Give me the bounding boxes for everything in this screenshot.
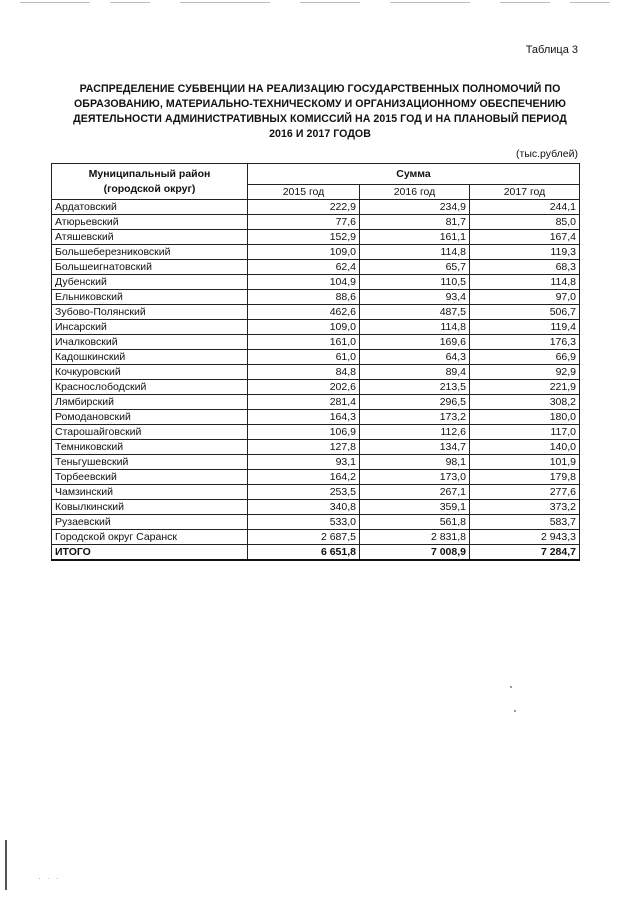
value-2015: 202,6 bbox=[248, 380, 360, 395]
value-2017: 92,9 bbox=[470, 365, 580, 380]
district-name: Темниковский bbox=[52, 440, 248, 455]
value-2017: 180,0 bbox=[470, 410, 580, 425]
value-2017: 85,0 bbox=[470, 215, 580, 230]
value-2016: 114,8 bbox=[360, 245, 470, 260]
value-2017: 176,3 bbox=[470, 335, 580, 350]
table-row bbox=[52, 275, 580, 290]
table-row bbox=[52, 455, 580, 470]
value-2016: 161,1 bbox=[360, 230, 470, 245]
district-name: Лямбирский bbox=[52, 395, 248, 410]
table-row bbox=[52, 335, 580, 350]
table-number-label: Таблица 3 bbox=[525, 44, 578, 56]
district-name: Атюрьевский bbox=[52, 215, 248, 230]
district-name: Ковылкинский bbox=[52, 500, 248, 515]
table-row bbox=[52, 425, 580, 440]
table-row bbox=[52, 290, 580, 305]
table-row bbox=[52, 350, 580, 365]
district-name: Теньгушевский bbox=[52, 455, 248, 470]
value-2015: 62,4 bbox=[248, 260, 360, 275]
column-header-2016: 2016 год bbox=[360, 185, 470, 200]
district-name: Кадошкинский bbox=[52, 350, 248, 365]
total-2015: 6 651,8 bbox=[248, 545, 360, 561]
value-2016: 134,7 bbox=[360, 440, 470, 455]
table-row bbox=[52, 440, 580, 455]
title-line-4: 2016 И 2017 ГОДОВ bbox=[269, 128, 371, 140]
table-row bbox=[52, 320, 580, 335]
district-name: Атяшевский bbox=[52, 230, 248, 245]
table-row bbox=[52, 500, 580, 515]
value-2017: 506,7 bbox=[470, 305, 580, 320]
value-2017: 2 943,3 bbox=[470, 530, 580, 545]
district-name: Ардатовский bbox=[52, 200, 248, 215]
value-2017: 119,3 bbox=[470, 245, 580, 260]
value-2015: 161,0 bbox=[248, 335, 360, 350]
value-2017: 179,8 bbox=[470, 470, 580, 485]
value-2016: 64,3 bbox=[360, 350, 470, 365]
value-2016: 89,4 bbox=[360, 365, 470, 380]
column-header-2017: 2017 год bbox=[470, 185, 580, 200]
scan-speck bbox=[514, 710, 516, 712]
value-2017: 373,2 bbox=[470, 500, 580, 515]
table-row bbox=[52, 380, 580, 395]
table-row bbox=[52, 515, 580, 530]
value-2015: 84,8 bbox=[248, 365, 360, 380]
scan-speck bbox=[510, 686, 512, 688]
value-2017: 308,2 bbox=[470, 395, 580, 410]
district-name: Дубенский bbox=[52, 275, 248, 290]
column-header-district-line1: Муниципальный район bbox=[88, 167, 211, 180]
value-2015: 77,6 bbox=[248, 215, 360, 230]
district-name: Старошайговский bbox=[52, 425, 248, 440]
value-2015: 93,1 bbox=[248, 455, 360, 470]
district-name: Кочкуровский bbox=[52, 365, 248, 380]
document-title bbox=[52, 82, 588, 142]
district-name: Чамзинский bbox=[52, 485, 248, 500]
value-2017: 583,7 bbox=[470, 515, 580, 530]
value-2016: 169,6 bbox=[360, 335, 470, 350]
subvention-table bbox=[51, 163, 580, 561]
value-2017: 114,8 bbox=[470, 275, 580, 290]
value-2016: 81,7 bbox=[360, 215, 470, 230]
title-line-1: РАСПРЕДЕЛЕНИЕ СУБВЕНЦИИ НА РЕАЛИЗАЦИЮ ГОСУДАРСТВЕННЫХ ПОЛНОМОЧИЙ ПО bbox=[79, 83, 561, 95]
value-2016: 487,5 bbox=[360, 305, 470, 320]
value-2017: 101,9 bbox=[470, 455, 580, 470]
value-2016: 296,5 bbox=[360, 395, 470, 410]
value-2017: 68,3 bbox=[470, 260, 580, 275]
value-2015: 222,9 bbox=[248, 200, 360, 215]
district-name: Зубово-Полянский bbox=[52, 305, 248, 320]
table-row bbox=[52, 245, 580, 260]
scan-margin-mark bbox=[5, 840, 7, 890]
total-row bbox=[52, 545, 580, 561]
district-name: Ичалковский bbox=[52, 335, 248, 350]
value-2016: 98,1 bbox=[360, 455, 470, 470]
value-2015: 164,3 bbox=[248, 410, 360, 425]
unit-note: (тыс.рублей) bbox=[516, 148, 578, 160]
value-2017: 244,1 bbox=[470, 200, 580, 215]
value-2017: 117,0 bbox=[470, 425, 580, 440]
value-2017: 97,0 bbox=[470, 290, 580, 305]
value-2016: 112,6 bbox=[360, 425, 470, 440]
table-row bbox=[52, 485, 580, 500]
value-2016: 2 831,8 bbox=[360, 530, 470, 545]
total-label: ИТОГО bbox=[52, 545, 248, 561]
value-2017: 277,6 bbox=[470, 485, 580, 500]
value-2015: 281,4 bbox=[248, 395, 360, 410]
value-2017: 119,4 bbox=[470, 320, 580, 335]
value-2015: 88,6 bbox=[248, 290, 360, 305]
value-2015: 106,9 bbox=[248, 425, 360, 440]
total-2016: 7 008,9 bbox=[360, 545, 470, 561]
column-header-sum: Сумма bbox=[248, 164, 580, 185]
district-name: Инсарский bbox=[52, 320, 248, 335]
value-2015: 152,9 bbox=[248, 230, 360, 245]
value-2017: 66,9 bbox=[470, 350, 580, 365]
value-2015: 164,2 bbox=[248, 470, 360, 485]
district-name: Торбеевский bbox=[52, 470, 248, 485]
value-2016: 93,4 bbox=[360, 290, 470, 305]
value-2015: 109,0 bbox=[248, 320, 360, 335]
column-header-district bbox=[52, 164, 248, 200]
value-2015: 109,0 bbox=[248, 245, 360, 260]
value-2016: 561,8 bbox=[360, 515, 470, 530]
value-2017: 140,0 bbox=[470, 440, 580, 455]
value-2016: 173,0 bbox=[360, 470, 470, 485]
table-row bbox=[52, 260, 580, 275]
table-row bbox=[52, 470, 580, 485]
value-2017: 221,9 bbox=[470, 380, 580, 395]
district-name: Рузаевский bbox=[52, 515, 248, 530]
district-name: Большеигнатовский bbox=[52, 260, 248, 275]
total-2017: 7 284,7 bbox=[470, 545, 580, 561]
value-2016: 110,5 bbox=[360, 275, 470, 290]
table-row bbox=[52, 305, 580, 320]
value-2016: 173,2 bbox=[360, 410, 470, 425]
table-row bbox=[52, 395, 580, 410]
value-2015: 340,8 bbox=[248, 500, 360, 515]
value-2015: 127,8 bbox=[248, 440, 360, 455]
table-row bbox=[52, 200, 580, 215]
district-name: Большеберезниковский bbox=[52, 245, 248, 260]
table-row bbox=[52, 365, 580, 380]
table-row bbox=[52, 215, 580, 230]
district-name: Ельниковский bbox=[52, 290, 248, 305]
district-name: Городской округ Саранск bbox=[52, 530, 248, 545]
value-2016: 267,1 bbox=[360, 485, 470, 500]
title-line-2: ОБРАЗОВАНИЮ, МАТЕРИАЛЬНО-ТЕХНИЧЕСКОМУ И ОРГАНИЗАЦИОННОМУ ОБЕСПЕЧЕНИЮ bbox=[74, 98, 566, 110]
table-row bbox=[52, 410, 580, 425]
table-row bbox=[52, 530, 580, 545]
title-line-3: ДЕЯТЕЛЬНОСТИ АДМИНИСТРАТИВНЫХ КОМИССИЙ НА 2015 ГОД И НА ПЛАНОВЫЙ ПЕРИОД bbox=[73, 113, 567, 125]
value-2016: 234,9 bbox=[360, 200, 470, 215]
value-2015: 533,0 bbox=[248, 515, 360, 530]
value-2015: 253,5 bbox=[248, 485, 360, 500]
value-2015: 2 687,5 bbox=[248, 530, 360, 545]
value-2015: 61,0 bbox=[248, 350, 360, 365]
value-2015: 104,9 bbox=[248, 275, 360, 290]
value-2015: 462,6 bbox=[248, 305, 360, 320]
value-2016: 213,5 bbox=[360, 380, 470, 395]
column-header-2015: 2015 год bbox=[248, 185, 360, 200]
value-2017: 167,4 bbox=[470, 230, 580, 245]
scan-edge-artifact bbox=[0, 2, 640, 4]
value-2016: 65,7 bbox=[360, 260, 470, 275]
district-name: Ромодановский bbox=[52, 410, 248, 425]
district-name: Краснослободский bbox=[52, 380, 248, 395]
value-2016: 359,1 bbox=[360, 500, 470, 515]
table-row bbox=[52, 230, 580, 245]
table-body bbox=[52, 200, 580, 545]
value-2016: 114,8 bbox=[360, 320, 470, 335]
scan-dots: · · · bbox=[38, 874, 61, 883]
column-header-district-line2: (городской округ) bbox=[103, 182, 196, 195]
